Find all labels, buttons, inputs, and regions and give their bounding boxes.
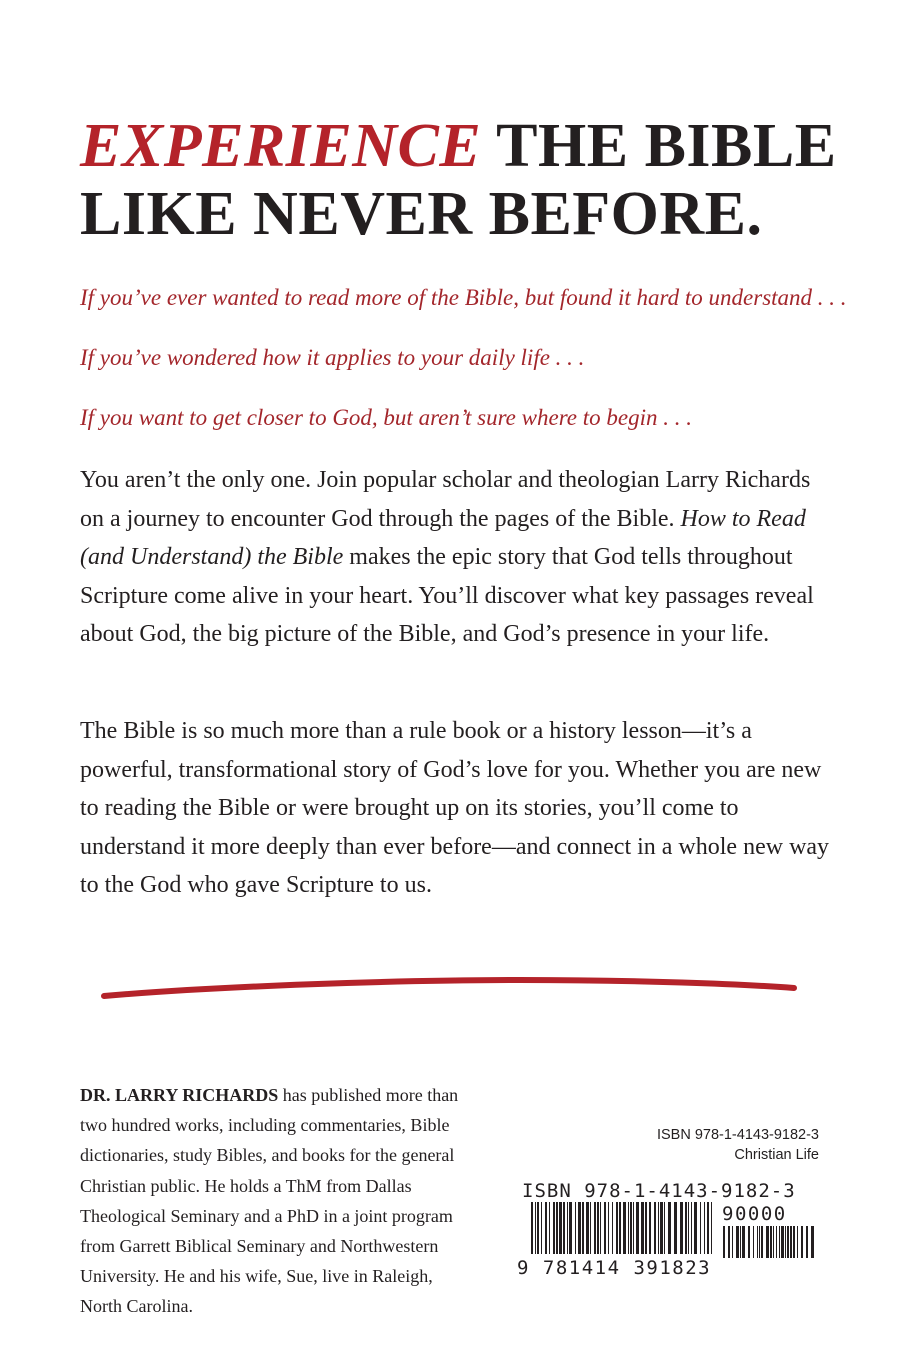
paragraph-1-rest: makes the epic story that God tells throughout Scripture come alive in your heart. You’ll discover what key passages reveal about God, the big picture of the Bible, and God’s presence in your life. bbox=[80, 544, 814, 648]
paragraph-1-intro: You aren’t the only one. Join popular scholar and theologian Larry Richards on a journey to encounter God through the pages of the Bible. bbox=[80, 467, 811, 532]
author-bio-text: has published more than two hundred works, including commentaries, Bible dictionaries, study Bibles, and books for the general Christian public. He holds a ThM from Dallas Theological Seminary and a PhD in a joint program from Garrett Biblical Seminary and Northwestern University. He and his wife, Sue, live in Raleigh, North Carolina. bbox=[80, 1085, 459, 1317]
teaser-1: If you’ve ever wanted to read more of the Bible, but found it hard to understand . . . bbox=[80, 285, 847, 310]
headline-line2: LIKE NEVER BEFORE. bbox=[80, 180, 763, 248]
barcode-number: 9 781414 391823 bbox=[517, 1257, 712, 1279]
description-paragraph-2: The Bible is so much more than a rule book or a history lesson—it’s a powerful, transformational story of God’s love for you. Whether you are new to reading the Bible or were brought up on its stories, you’ll come to understand it more deeply than ever before—and connect in a whole new way to the God who gave Scripture to us. bbox=[80, 718, 830, 899]
barcode-isbn-text: ISBN 978-1-4143-9182-3 bbox=[522, 1180, 796, 1202]
headline-line1-rest: THE BIBLE bbox=[481, 112, 837, 180]
teaser-3: If you want to get closer to God, but aren’t sure where to begin . . . bbox=[80, 405, 692, 430]
teaser-2: If you’ve wondered how it applies to your daily life . . . bbox=[80, 345, 585, 370]
category-label: Christian Life bbox=[734, 1147, 819, 1163]
red-brush-divider bbox=[100, 972, 800, 1012]
isbn-block bbox=[657, 1125, 819, 1165]
headline bbox=[80, 112, 860, 248]
headline-accent: EXPERIENCE bbox=[80, 112, 482, 180]
description-paragraph-1 bbox=[80, 461, 840, 654]
barcode bbox=[517, 1180, 819, 1280]
barcode-addon-number: 90000 bbox=[722, 1203, 787, 1225]
author-name: DR. LARRY RICHARDS bbox=[80, 1085, 279, 1105]
author-bio bbox=[80, 1080, 470, 1322]
book-title: How to Read (and Understand) the Bible bbox=[80, 505, 806, 571]
isbn-line: ISBN 978-1-4143-9182-3 bbox=[656, 1127, 819, 1143]
